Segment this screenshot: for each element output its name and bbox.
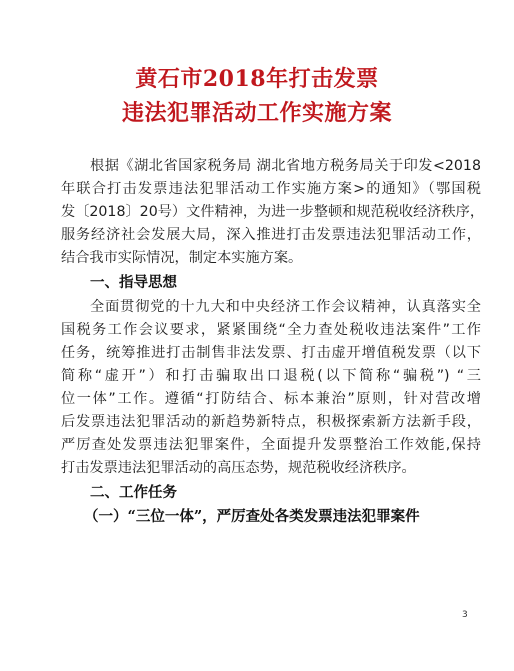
section1-line: 任务，统筹推进打击制售非法发票、打击虚开增值税发票（以下 (61, 345, 481, 361)
section1-line: 全面贯彻党的十九大和中央经济工作会议精神，认真落实全 (90, 299, 481, 315)
section-heading-guiding-thought: 一、指导思想 (90, 275, 177, 291)
page-number: 3 (462, 610, 468, 620)
intro-line: 服务经济社会发展大局，深入推进打击发票违法犯罪活动工作， (61, 227, 481, 243)
section1-line: 简称“虚开”）和打击骗取出口退税(以下简称“骗税”) “三 (61, 368, 481, 384)
section1-line: 后发票违法犯罪活动的新趋势新特点，积极探索新方法新手段， (61, 414, 481, 430)
section1-line: 位一体”工作。遵循“打防结合、标本兼治”原则，针对营改增 (61, 391, 481, 407)
document-title-line-1: 黄石市2018年打击发票 (135, 66, 379, 92)
intro-line: 发〔2018〕20号）文件精神，为进一步整顿和规范税收经济秩序， (61, 204, 485, 220)
section1-line: 打击发票违法犯罪活动的高压态势，规范税收经济秩序。 (61, 460, 416, 476)
section1-line: 严厉查处发票违法犯罪案件，全面提升发票整治工作效能,保持 (61, 437, 481, 453)
subsection-heading: （一）“三位一体”，严厉查处各类发票违法犯罪案件 (84, 508, 420, 525)
section1-line: 国税务工作会议要求，紧紧围绕“全力查处税收违法案件”工作 (61, 322, 481, 338)
section-heading-work-tasks: 二、工作任务 (90, 485, 177, 501)
document-title-line-2: 违法犯罪活动工作实施方案 (121, 100, 392, 126)
intro-line: 结合我市实际情况，制定本实施方案。 (61, 250, 303, 266)
intro-line: 年联合打击发票违法犯罪活动工作实施方案>的通知》（鄂国税 (61, 181, 481, 197)
intro-line: 根据《湖北省国家税务局 湖北省地方税务局关于印发<2018 (90, 158, 481, 174)
